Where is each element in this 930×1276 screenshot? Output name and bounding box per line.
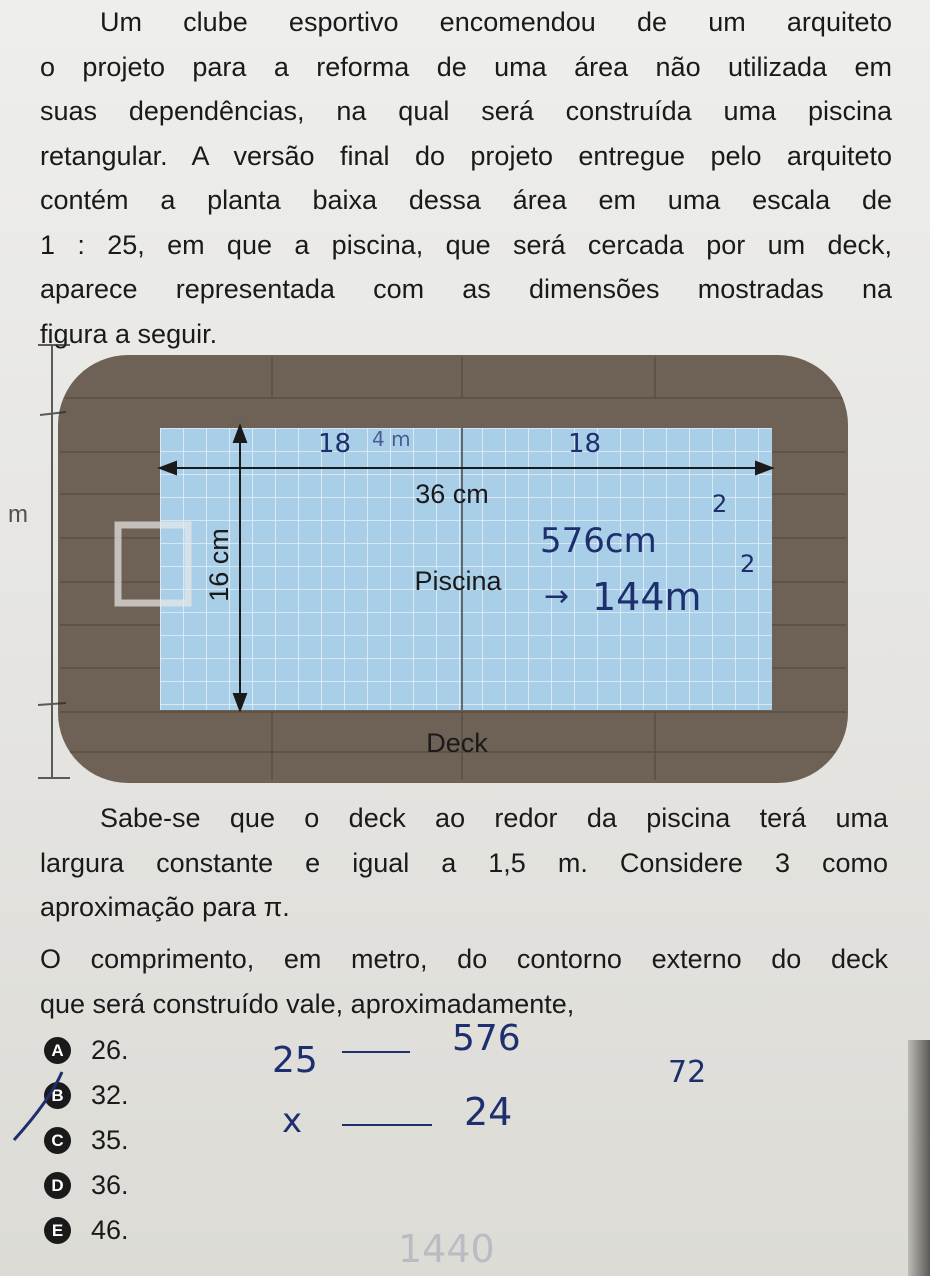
intro-line: 1 : 25, em que a piscina, que será cercada por um deck,	[40, 229, 892, 260]
option-letter: B	[44, 1082, 71, 1109]
intro-line: Um clube esportivo encomendou de um arquiteto	[100, 7, 892, 37]
option-text: 36.	[91, 1170, 129, 1200]
option-letter: E	[44, 1217, 71, 1244]
handwriting-144m: 144m	[592, 575, 702, 619]
context-line: aproximação para π.	[40, 892, 290, 922]
intro-line: figura a seguir.	[40, 318, 218, 349]
hw-1440: 1440	[398, 1227, 495, 1271]
prompt-line: que será construído vale, aproximadamente,	[40, 988, 575, 1019]
option-text: 32.	[91, 1080, 129, 1110]
handwriting-144m-exp: 2	[740, 550, 756, 578]
handwriting-576cm: 576cm	[540, 521, 657, 561]
intro-line: contém a planta baixa dessa área em uma escala de	[40, 185, 892, 215]
height-label: 16 cm	[204, 528, 234, 602]
option-text: 26.	[91, 1035, 129, 1065]
hw-72: 72	[668, 1055, 707, 1090]
question-context	[40, 796, 888, 930]
width-label: 36 cm	[415, 479, 489, 509]
handwritten-calculation	[0, 1000, 930, 1276]
hw-x: x	[282, 1101, 303, 1141]
handwriting-576cm-exp: 2	[712, 490, 728, 518]
hw-24: 24	[464, 1090, 513, 1134]
check-mark	[14, 1072, 62, 1140]
page-edge	[908, 1040, 930, 1276]
intro-line: retangular. A versão final do projeto entregue pelo arquiteto	[40, 140, 892, 171]
option-letter: C	[44, 1127, 71, 1154]
hw-576: 576	[452, 1018, 521, 1059]
hw-25: 25	[272, 1040, 318, 1081]
context-line: Sabe-se que o deck ao redor da piscina terá uma	[100, 803, 888, 833]
intro-line: suas dependências, na qual será construída uma piscina	[40, 96, 892, 126]
deck-label: Deck	[426, 728, 488, 758]
handwriting-18-right: 18	[568, 429, 602, 459]
option-text: 35.	[91, 1125, 129, 1155]
prompt-line: O comprimento, em metro, do contorno externo do deck	[40, 944, 888, 974]
option-text: 46.	[91, 1215, 129, 1245]
context-line: largura constante e igual a 1,5 m. Considere 3 como	[40, 847, 888, 878]
handwriting-4m: 4 m	[372, 427, 411, 451]
pool-label: Piscina	[414, 566, 502, 596]
intro-line: o projeto para a reforma de uma área não utilizada em	[40, 51, 892, 82]
option-letter: A	[44, 1037, 71, 1064]
handwriting-arrow: →	[544, 579, 570, 614]
intro-line: aparece representada com as dimensões mostradas na	[40, 274, 892, 304]
handwriting-18-left: 18	[318, 429, 352, 459]
option-letter: D	[44, 1172, 71, 1199]
margin-m: m	[8, 501, 28, 528]
